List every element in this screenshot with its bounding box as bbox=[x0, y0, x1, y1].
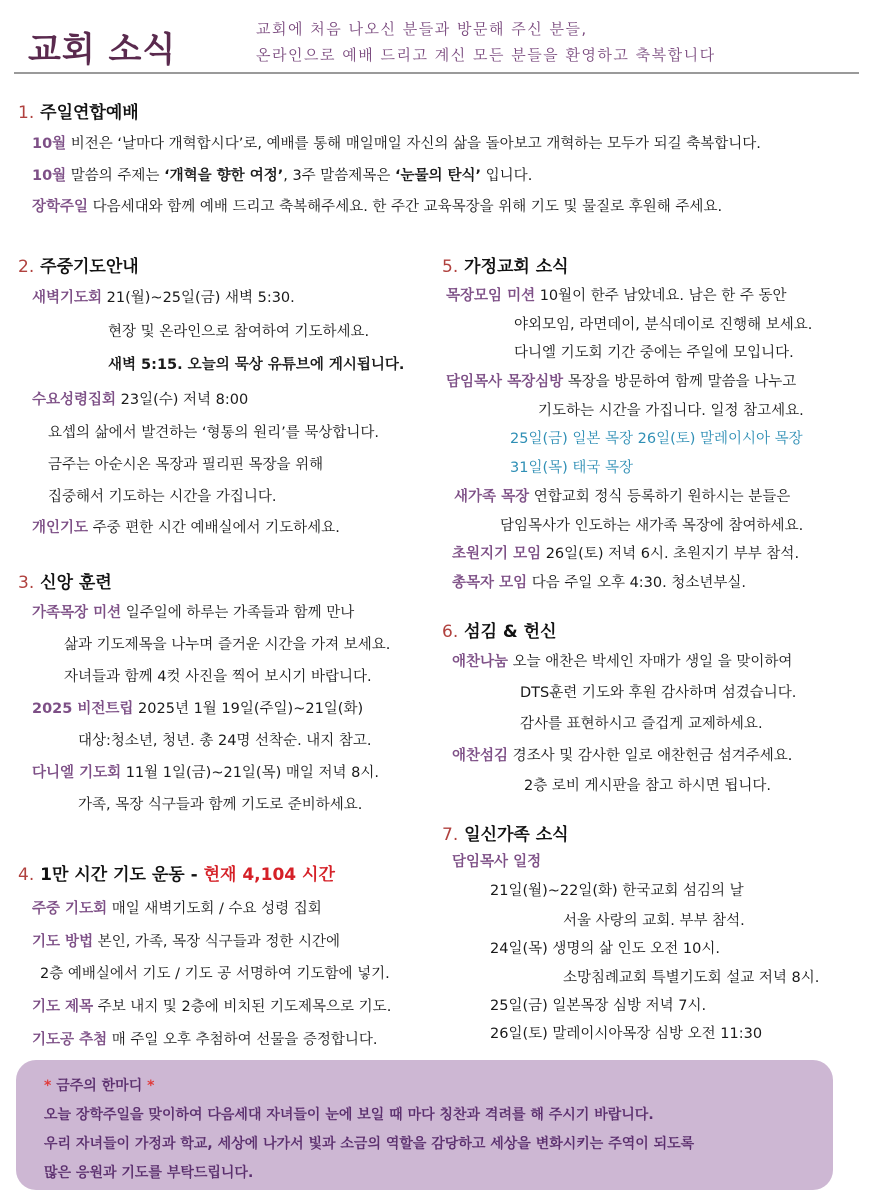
family-mission: 가족목장 미션 일주일에 하루는 가족들과 함께 만나 bbox=[32, 605, 355, 621]
cell-mission-line-3: 다니엘 기도회 기간 중에는 주일에 모입니다. bbox=[514, 345, 794, 361]
personal-prayer: 개인기도 주중 편한 시간 예배실에서 기도하세요. bbox=[32, 520, 340, 536]
weekly-word-line-1: 오늘 장학주일을 맞이하여 다음세대 자녀들이 눈에 보일 때 마다 칭찬과 격려를 해 주시기 바랍니다. bbox=[44, 1107, 654, 1123]
page-title: 교회 소식 bbox=[28, 30, 177, 70]
schedule-item-4: 26일(토) 말레이시아목장 심방 오전 11:30 bbox=[490, 1026, 763, 1042]
schedule-item-1: 21일(월)~22일(화) 한국교회 섬김의 날 bbox=[490, 883, 744, 899]
prayer-draw: 기도공 추첨 매 주일 오후 추첨하여 선물을 증정합니다. bbox=[32, 1032, 378, 1048]
wednesday-service: 수요성령집회 23일(수) 저녁 8:00 bbox=[32, 392, 249, 408]
vision-trip: 2025 비전트립 2025년 1월 19일(주일)~21일(화) bbox=[32, 701, 364, 717]
section-7-heading: 7. 일신가족 소식 bbox=[442, 825, 569, 845]
leaders-meeting: 초원지기 모임 26일(토) 저녁 6시. 초원지기 부부 참석. bbox=[452, 546, 800, 562]
dawn-prayer-line-3: 새벽 5:15. 오늘의 묵상 유튜브에 게시됩니다. bbox=[108, 357, 405, 373]
schedule-item-2-detail: 소망침례교회 특별기도회 설교 저녁 8시. bbox=[563, 970, 820, 986]
meal-offering: 애찬섬김 경조사 및 감사한 일로 애찬헌금 섬겨주세요. bbox=[452, 748, 793, 764]
weekly-word-title: * 금주의 한마디 * bbox=[44, 1078, 155, 1094]
section-3-heading: 3. 신앙 훈련 bbox=[18, 573, 112, 593]
cell-mission: 목장모임 미션 10월이 한주 남았네요. 남은 한 주 동안 bbox=[446, 288, 787, 304]
section-1-line-2: 10월 말씀의 주제는 ‘개혁을 향한 여정’, 3주 말씀제목은 ‘눈물의 탄식’ 입니다. bbox=[32, 168, 533, 184]
section-6-heading: 6. 섬김 & 헌신 bbox=[442, 622, 557, 642]
dawn-prayer: 새벽기도회 21(월)~25일(금) 새벽 5:30. bbox=[32, 290, 295, 306]
prayer-method: 기도 방법 본인, 가족, 목장 식구들과 정한 시간에 bbox=[32, 934, 341, 950]
wednesday-line-3: 금주는 아순시온 목장과 필리핀 목장을 위해 bbox=[48, 457, 324, 473]
pastor-schedule-label: 담임목사 일정 bbox=[452, 854, 542, 870]
section-4-heading: 4. 1만 시간 기도 운동 - 현재 4,104 시간 bbox=[18, 865, 335, 885]
dawn-prayer-line-2: 현장 및 온라인으로 참여하여 기도하세요. bbox=[108, 324, 370, 340]
family-mission-line-2: 삶과 기도제목을 나누며 즐거운 시간을 가져 보세요. bbox=[64, 637, 391, 653]
header-divider bbox=[14, 72, 859, 74]
fellowship-meal-line-3: 감사를 표현하시고 즐겁게 교제하세요. bbox=[520, 716, 763, 732]
wednesday-line-4: 집중해서 기도하는 시간을 가집니다. bbox=[48, 489, 277, 505]
section-2-heading: 2. 주중기도안내 bbox=[18, 257, 139, 277]
meal-offering-line-2: 2층 로비 게시판을 참고 하시면 됩니다. bbox=[524, 778, 771, 794]
pastor-visit: 담임목사 목장심방 목장을 방문하여 함께 말씀을 나누고 bbox=[446, 374, 797, 390]
weekly-prayer: 주중 기도회 매일 새벽기도회 / 수요 성령 집회 bbox=[32, 901, 322, 917]
head-shepherd-meeting: 총목자 모임 다음 주일 오후 4:30. 청소년부실. bbox=[452, 575, 746, 591]
schedule-item-1-detail: 서울 사랑의 교회. 부부 참석. bbox=[563, 913, 745, 929]
weekly-word-line-3: 많은 응원과 기도를 부탁드립니다. bbox=[44, 1165, 254, 1181]
schedule-item-3: 25일(금) 일본목장 심방 저녁 7시. bbox=[490, 998, 707, 1014]
prayer-hours-current: 현재 4,104 시간 bbox=[203, 865, 335, 885]
wednesday-line-2: 요셉의 삶에서 발견하는 ‘형통의 원리’를 묵상합니다. bbox=[48, 425, 380, 441]
fellowship-meal: 애찬나눔 오늘 애찬은 박세인 자매가 생일 을 맞이하여 bbox=[452, 654, 793, 670]
welcome-line-1: 교회에 처음 나오신 분들과 방문해 주신 분들, bbox=[256, 20, 588, 38]
fellowship-meal-line-2: DTS훈련 기도와 후원 감사하며 섬겼습니다. bbox=[520, 685, 797, 701]
welcome-line-2: 온라인으로 예배 드리고 계신 모든 분들을 환영하고 축복합니다 bbox=[256, 46, 716, 64]
prayer-topic: 기도 제목 주보 내지 및 2층에 비치된 기도제목으로 기도. bbox=[32, 999, 392, 1015]
section-1-line-1: 10월 비전은 ‘날마다 개혁합시다’로, 예배를 통해 매일매일 자신의 삶을 돌아보고 개혁하는 모두가 되길 축복합니다. bbox=[32, 136, 761, 152]
pastor-visit-line-2: 기도하는 시간을 가집니다. 일정 참고세요. bbox=[538, 403, 804, 419]
new-family-line-2: 담임목사가 인도하는 새가족 목장에 참여하세요. bbox=[500, 518, 804, 534]
pastor-visit-schedule-1: 25일(금) 일본 목장 26일(토) 말레이시아 목장 bbox=[510, 431, 803, 447]
schedule-item-2: 24일(목) 생명의 삶 인도 오전 10시. bbox=[490, 941, 720, 957]
daniel-prayer-line-2: 가족, 목장 식구들과 함께 기도로 준비하세요. bbox=[78, 797, 363, 813]
star-icon: * bbox=[147, 1078, 155, 1094]
vision-trip-line-2: 대상:청소년, 청년. 총 24명 선착순. 내지 참고. bbox=[78, 733, 372, 749]
section-1-line-3: 장학주일 다음세대와 함께 예배 드리고 축복해주세요. 한 주간 교육목장을 위해 기도 및 물질로 후원해 주세요. bbox=[32, 199, 723, 215]
section-1-heading: 1. 주일연합예배 bbox=[18, 103, 139, 123]
weekly-word-line-2: 우리 자녀들이 가정과 학교, 세상에 나가서 빛과 소금의 역할을 감당하고 세상을 변화시키는 주역이 되도록 bbox=[44, 1136, 695, 1152]
pastor-visit-schedule-2: 31일(목) 태국 목장 bbox=[510, 460, 634, 476]
daniel-prayer: 다니엘 기도회 11월 1일(금)~21일(목) 매일 저녁 8시. bbox=[32, 765, 379, 781]
family-mission-line-3: 자녀들과 함께 4컷 사진을 찍어 보시기 바랍니다. bbox=[64, 669, 372, 685]
new-family: 새가족 목장 연합교회 정식 등록하기 원하시는 분들은 bbox=[454, 489, 791, 505]
star-icon: * bbox=[44, 1078, 52, 1094]
prayer-method-line-2: 2층 예배실에서 기도 / 기도 공 서명하여 기도함에 넣기. bbox=[40, 966, 390, 982]
cell-mission-line-2: 야외모임, 라면데이, 분식데이로 진행해 보세요. bbox=[514, 317, 813, 333]
section-5-heading: 5. 가정교회 소식 bbox=[442, 257, 569, 277]
